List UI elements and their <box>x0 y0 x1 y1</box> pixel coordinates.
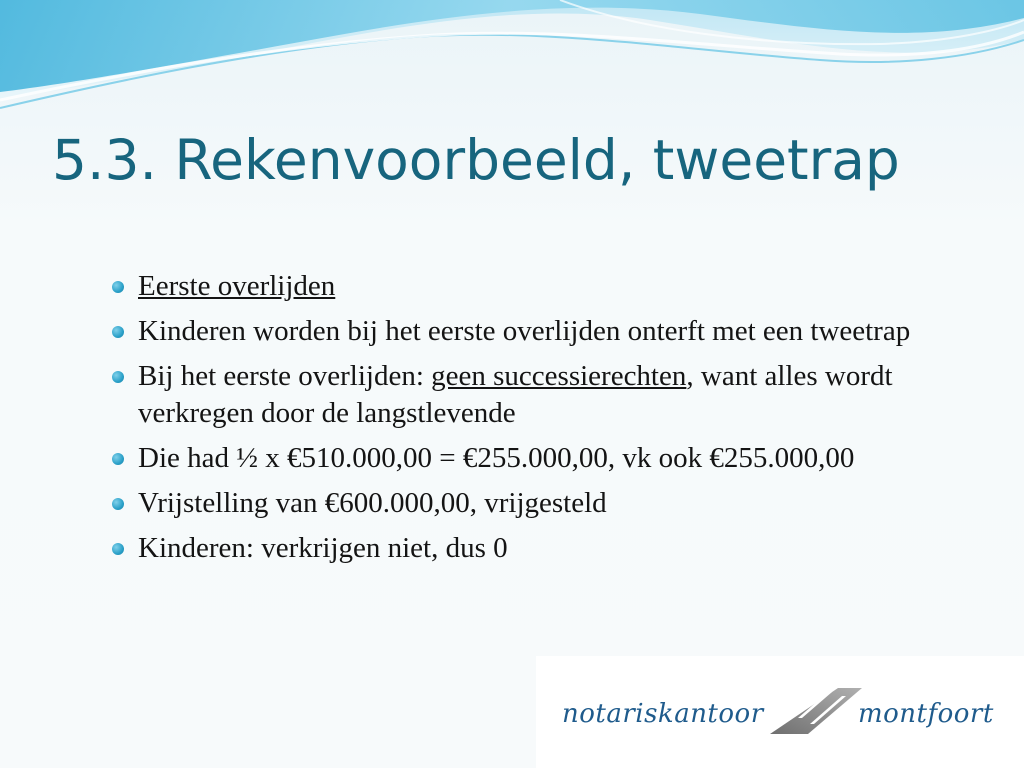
bullet-item <box>110 530 940 567</box>
bullet-item <box>110 440 940 477</box>
bullet-item <box>110 358 940 432</box>
bullet-dot-icon <box>112 371 124 383</box>
bullet-text: Kinderen worden bij het eerste overlijden onterft met een tweetrap <box>138 315 911 347</box>
bullet-item <box>110 485 940 522</box>
header-wave-decoration <box>0 0 1024 120</box>
bullet-dot-icon <box>112 543 124 555</box>
company-logo <box>536 656 1024 768</box>
bullet-item <box>110 268 940 305</box>
bullet-text-underlined: geen successierechten <box>431 360 687 392</box>
logo-text-left: notariskantoor <box>562 699 764 729</box>
bullet-text-suffix: , want alles wordt verkregen door de langstlevende <box>138 360 893 429</box>
bullet-dot-icon <box>112 281 124 293</box>
bullet-dot-icon <box>112 326 124 338</box>
bullet-text: Eerste overlijden <box>138 270 336 302</box>
bullet-dot-icon <box>112 498 124 510</box>
bullet-text-prefix: Bij het eerste overlijden: <box>138 360 432 392</box>
bullet-item <box>110 313 940 350</box>
bullet-text: Die had ½ x €510.000,00 = €255.000,00, vk ook €255.000,00 <box>138 442 855 474</box>
bullet-text: Kinderen: verkrijgen niet, dus 0 <box>138 532 508 564</box>
bullet-text: Vrijstelling van €600.000,00, vrijgesteld <box>138 487 607 519</box>
bullet-dot-icon <box>112 453 124 465</box>
bullet-list <box>110 268 940 575</box>
diagonal-stripes-logo-icon <box>768 684 864 736</box>
logo-text-right: montfoort <box>858 699 994 729</box>
slide-title: 5.3. Rekenvoorbeeld, tweetrap <box>52 128 900 192</box>
